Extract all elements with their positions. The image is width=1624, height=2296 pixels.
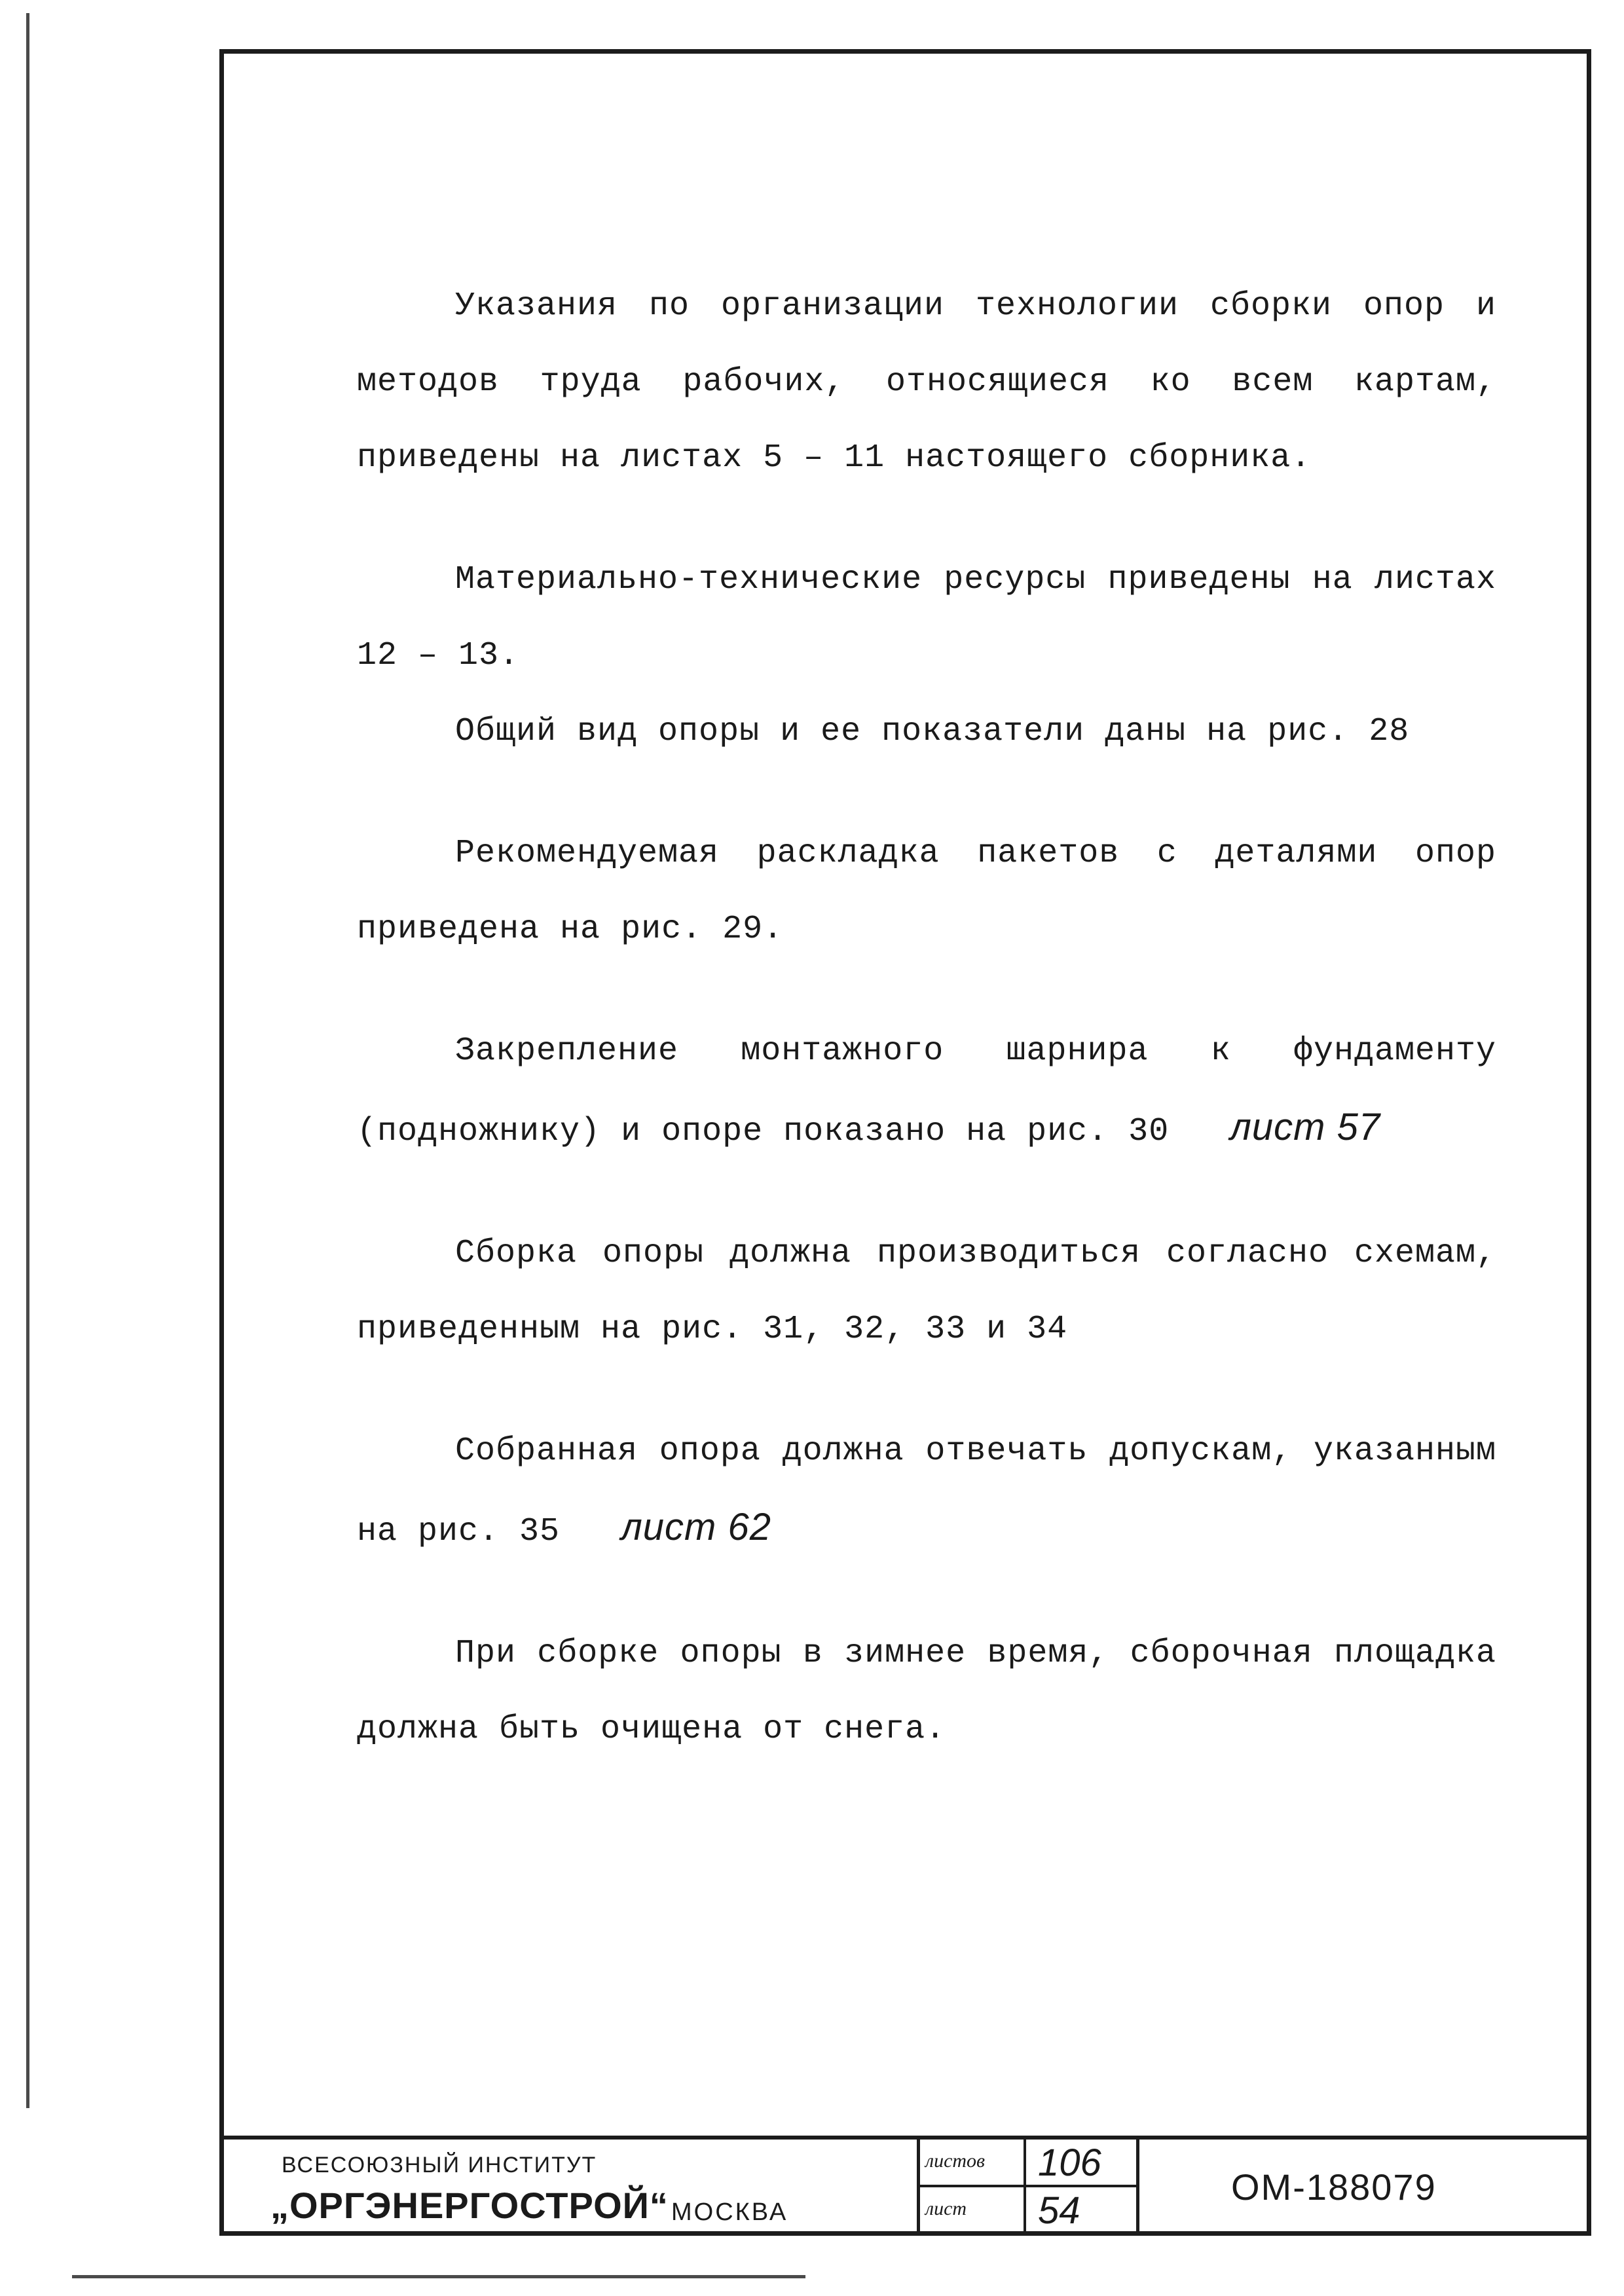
title-block-sheets-value: 106 <box>1038 2141 1101 2184</box>
paragraph-hinge-text: Закрепление монтажного шарнира к фундаменту (подножнику) и опоре показано на рис. 30 <box>357 1032 1496 1150</box>
title-block-sheet-row <box>920 2187 1136 2235</box>
title-block-divider <box>1024 2187 1026 2235</box>
title-block-divider <box>1024 2140 1026 2185</box>
paragraph-assembly-text: Сборка опоры должна производиться согласно схемам, приведенным на рис. 31, 32, 33 и 34 <box>357 1235 1496 1348</box>
title-block-sheet-grid <box>917 2140 1139 2236</box>
paragraph-resources-text: Материально-технические ресурсы приведены на листах 12 – 13. <box>357 561 1496 674</box>
title-block-name: „ОРГЭНЕРГОСТРОЙ“ <box>270 2185 669 2226</box>
scan-edge-bottom <box>72 2275 805 2278</box>
title-block-sheet-label: лист <box>925 2198 967 2219</box>
paragraph-tolerances-text: Собранная опора должна отвечать допускам, указанным на рис. 35 <box>357 1432 1496 1550</box>
scan-edge-left <box>26 13 29 2108</box>
paragraph-layout <box>357 816 1496 968</box>
title-block-org: ВСЕСОЮЗНЫЙ ИНСТИТУТ <box>282 2153 597 2178</box>
paragraph-layout-text: Рекомендуемая раскладка пакетов с деталями опор приведена на рис. 29. <box>357 835 1496 948</box>
title-block <box>219 2136 1591 2236</box>
paragraph-general-view-text: Общий вид опоры и ее показатели даны на рис. 28 <box>455 713 1410 750</box>
paragraph-tolerances <box>357 1413 1496 1570</box>
paragraph-methods-text: Указания по организации технологии сборки опор и методов труда рабочих, относящиеся ко всем картам, приведены на листах 5 – 11 настоящего сборника. <box>357 287 1496 477</box>
title-block-sheet-value: 54 <box>1038 2189 1080 2232</box>
document-body <box>357 268 1496 1813</box>
paragraph-assembly <box>357 1216 1496 1368</box>
paragraph-winter-text: При сборке опоры в зимнее время, сборочная площадка должна быть очищена от снега. <box>357 1635 1496 1748</box>
paragraph-tolerances-sheet: лист 62 <box>621 1506 771 1548</box>
title-block-sheets-row <box>920 2140 1136 2187</box>
paragraph-methods <box>357 268 1496 496</box>
paragraph-hinge <box>357 1013 1496 1170</box>
title-block-code: ОМ-188079 <box>1231 2166 1437 2208</box>
title-block-city: МОСКВА <box>671 2198 788 2226</box>
title-block-sheets-label: листов <box>925 2150 986 2172</box>
paragraph-general-view <box>357 694 1496 770</box>
paragraph-winter <box>357 1616 1496 1768</box>
paragraph-hinge-sheet: лист 57 <box>1230 1106 1381 1148</box>
paragraph-resources <box>357 542 1496 694</box>
